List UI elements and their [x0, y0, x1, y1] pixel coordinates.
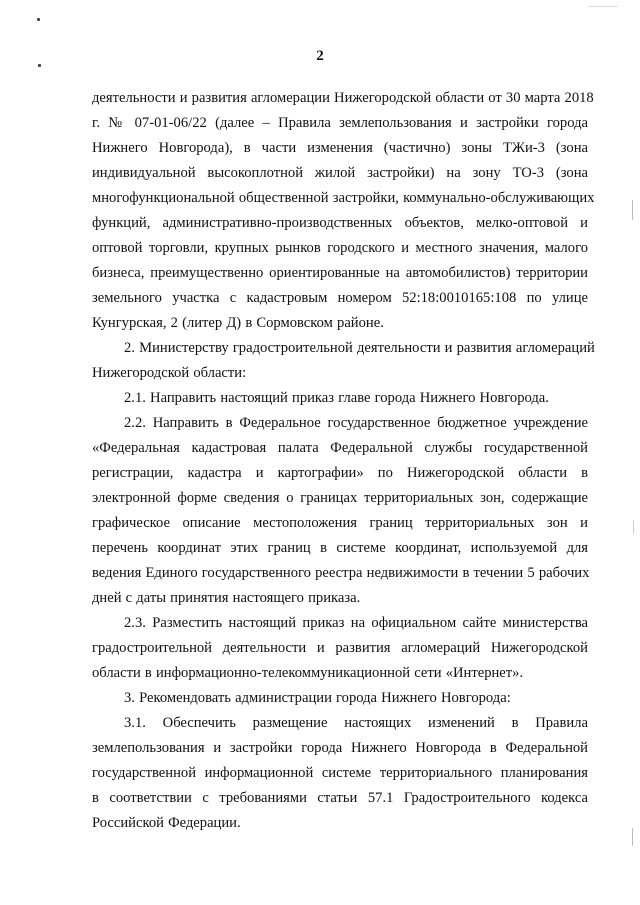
text-line: регистрации, кадастра и картографии» по Нижегородской области в	[92, 465, 588, 481]
page-number: 2	[316, 48, 324, 64]
scan-edge-mark	[632, 828, 633, 846]
paragraph-item-3	[92, 686, 588, 711]
text-line: деятельности и развития агломерации Нижегородской области от 30 марта 2018	[92, 90, 594, 106]
text-line: 3.1. Обеспечить размещение настоящих изменений в Правила	[124, 715, 588, 731]
scan-edge-mark	[588, 6, 618, 7]
text-line: в соответствии с требованиями статьи 57.1 Градостроительного кодекса	[92, 790, 588, 806]
text-line: градостроительной деятельности и развития агломераций Нижегородской	[92, 640, 588, 656]
text-line: бизнеса, преимущественно ориентированные на автомобилистов) территории	[92, 265, 588, 281]
text-line: области в информационно-телекоммуникационной сети «Интернет».	[92, 665, 524, 681]
text-line: оптовой торговли, крупных рынков городского и местного значения, малого	[92, 240, 588, 256]
document-body	[92, 86, 595, 836]
paragraph-item-3-1	[92, 711, 588, 836]
text-line: электронной форме сведения о границах территориальных зон, содержащие	[92, 490, 588, 506]
text-line: землепользования и застройки города Нижнего Новгорода в Федеральной	[92, 740, 588, 756]
text-line: перечень координат этих границ в системе координат, используемой для	[92, 540, 588, 556]
text-line: многофункциональной общественной застройки, коммунально-обслуживающих	[92, 190, 595, 206]
paragraph-item-2	[92, 336, 595, 386]
text-line: 2.2. Направить в Федеральное государственное бюджетное учреждение	[124, 415, 588, 431]
text-line: ведения Единого государственного реестра недвижимости в течении 5 рабочих	[92, 565, 590, 581]
text-line: Нижегородской области:	[92, 365, 247, 381]
paragraph-item-2-3	[92, 611, 588, 686]
scan-speck	[37, 18, 40, 21]
text-line: 2.1. Направить настоящий приказ главе города Нижнего Новгорода.	[124, 390, 549, 406]
text-line: 2.3. Разместить настоящий приказ на официальном сайте министерства	[124, 615, 588, 631]
text-line: графическое описание местоположения границ территориальных зон и	[92, 515, 588, 531]
text-line: 3. Рекомендовать администрации города Нижнего Новгорода:	[124, 690, 511, 706]
text-line: функций, административно-производственных объектов, мелко-оптовой и	[92, 215, 588, 231]
scan-edge-mark	[632, 200, 633, 220]
text-line: дней с даты принятия настоящего приказа.	[92, 590, 361, 606]
paragraph-item-2-1	[92, 386, 588, 411]
text-line: земельного участка с кадастровым номером 52:18:0010165:108 по улице	[92, 290, 588, 306]
text-line: 2. Министерству градостроительной деятельности и развития агломераций	[124, 340, 595, 356]
text-line: «Федеральная кадастровая палата Федеральной службы государственной	[92, 440, 588, 456]
text-line: государственной информационной системе территориального планирования	[92, 765, 588, 781]
text-line: Российской Федерации.	[92, 815, 241, 831]
scan-edge-mark	[633, 520, 634, 534]
text-line: Кунгурская, 2 (литер Д) в Сормовском районе.	[92, 315, 384, 331]
text-line: индивидуальной высокоплотной жилой застройки) на зону ТО-3 (зона	[92, 165, 588, 181]
text-line: г. № 07-01-06/22 (далее – Правила землепользования и застройки города	[92, 115, 588, 131]
paragraph-item-2-2	[92, 411, 588, 611]
text-line: Нижнего Новгорода), в части изменения (частично) зоны ТЖи-3 (зона	[92, 140, 588, 156]
paragraph-continuation	[92, 86, 595, 336]
